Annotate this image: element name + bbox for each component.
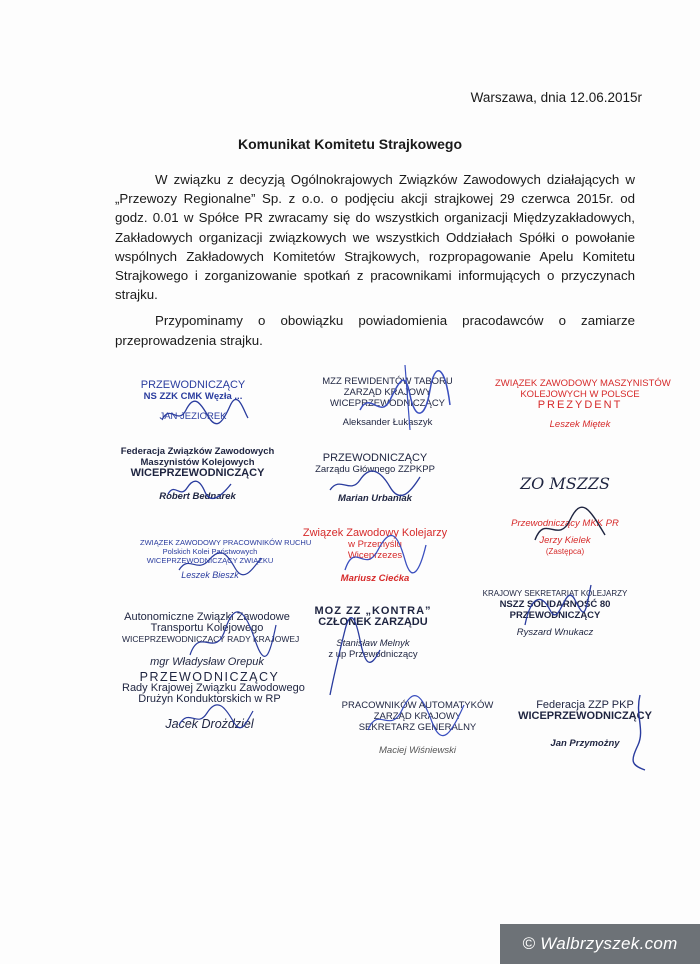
signature-stamp-8: Związek Zawodowy Kolejarzy w Przemyślu Wiceprzezes Mariusz Ciećka xyxy=(302,527,448,584)
signature-stamp-4: Federacja Związków Zawodowych Maszynistów Kolejowych WICEPRZEWODNICZĄCY Robert Bednarek xyxy=(120,446,275,502)
signature-stamp-13: PRZEWODNICZĄCY Rady Krajowej Związku Zawodowego Drużyn Konduktorskich w RP Jacek Drożdziel xyxy=(122,670,305,731)
signature-stamp-15: Federacja ZZP PKP WICEPRZEWODNICZĄCY Jan Przymożny xyxy=(518,699,652,749)
document-title: Komunikat Komitetu Strajkowego xyxy=(237,136,463,152)
signature-stamp-5: PRZEWODNICZĄCY Zarządu Głównego ZZPKPP Marian Urbaniak xyxy=(315,452,435,504)
paragraph-1: W związku z decyzją Ogólnokrajowych Związków Zawodowych działających w „Przewozy Regionalne” Sp. z o.o. o podjęciu akcji strajkowej 29 czerwca 2015r. od godz. 0.01 w Spółce PR zwracamy się do wszystkich organizacji Międzyzakładowych, Zakładowych organizacji związkowych we wszystkich Oddziałach Spółki o powołanie wspólnych Zakładowych Komitetów Strajkowych, rozpropagowanie Apelu Komitetu Strajkowego i zorganizowanie spotkań z pracownikami informujących o przyczynach strajku. xyxy=(115,172,635,303)
signature-stamp-2: MZZ REWIDENTÓW TABORU ZARZĄD KRAJOWY WICEPRZEWODNICZĄCY Aleksander Łukaszyk xyxy=(322,376,453,428)
signature-stamp-11: MOZ ZZ „KONTRA” CZŁONEK ZARZĄDU Stanisław Melnyk z up Przewodniczący xyxy=(314,605,432,660)
watermark: © Walbrzyszek.com xyxy=(500,924,700,964)
signature-stamp-1: PRZEWODNICZĄCY NS ZZK CMK Węzła ... JAN JEZIOREK xyxy=(140,379,246,422)
signature-stamp-14: PRACOWNIKÓW AUTOMATYKÓW ZARZĄD KRAJOWY SEKRETARZ GENERALNY Maciej Wiśniewski xyxy=(341,700,494,756)
place-date: Warszawa, dnia 12.06.2015r xyxy=(470,90,642,105)
signature-stamp-9: Przewodniczący MKK PR Jerzy Kielek (Zastępca) xyxy=(511,518,619,556)
signature-stamp-12: KRAJOWY SEKRETARIAT KOLEJARZY NSZZ SOLIDARNOŚĆ 80 PRZEWODNICZĄCY Ryszard Wnukacz xyxy=(482,589,628,638)
paragraph-2: Przypominamy o obowiązku powiadomienia pracodawców o zamiarze przeprowadzenia strajku. xyxy=(115,313,635,348)
signature-stamp-7: ZWIĄZEK ZAWODOWY PRACOWNIKÓW RUCHU Polskich Kolei Państwowych WICEPRZEWODNICZĄCY ZWIĄZKU Leszek Bieszk xyxy=(140,538,312,580)
document-body xyxy=(115,170,635,357)
signature-stamp-10: Autonomiczne Związki Zawodowe Transportu Kolejowego WICEPRZEWODNICZĄCY RADY KRAJOWEJ mgr Władysław Orepuk xyxy=(122,611,300,668)
signature-stamp-3: ZWIĄZEK ZAWODOWY MASZYNISTÓW KOLEJOWYCH W POLSCE PREZYDENT Leszek Miętek xyxy=(495,378,671,430)
signature-handwritten-6: ZO MSZZS xyxy=(520,474,610,493)
